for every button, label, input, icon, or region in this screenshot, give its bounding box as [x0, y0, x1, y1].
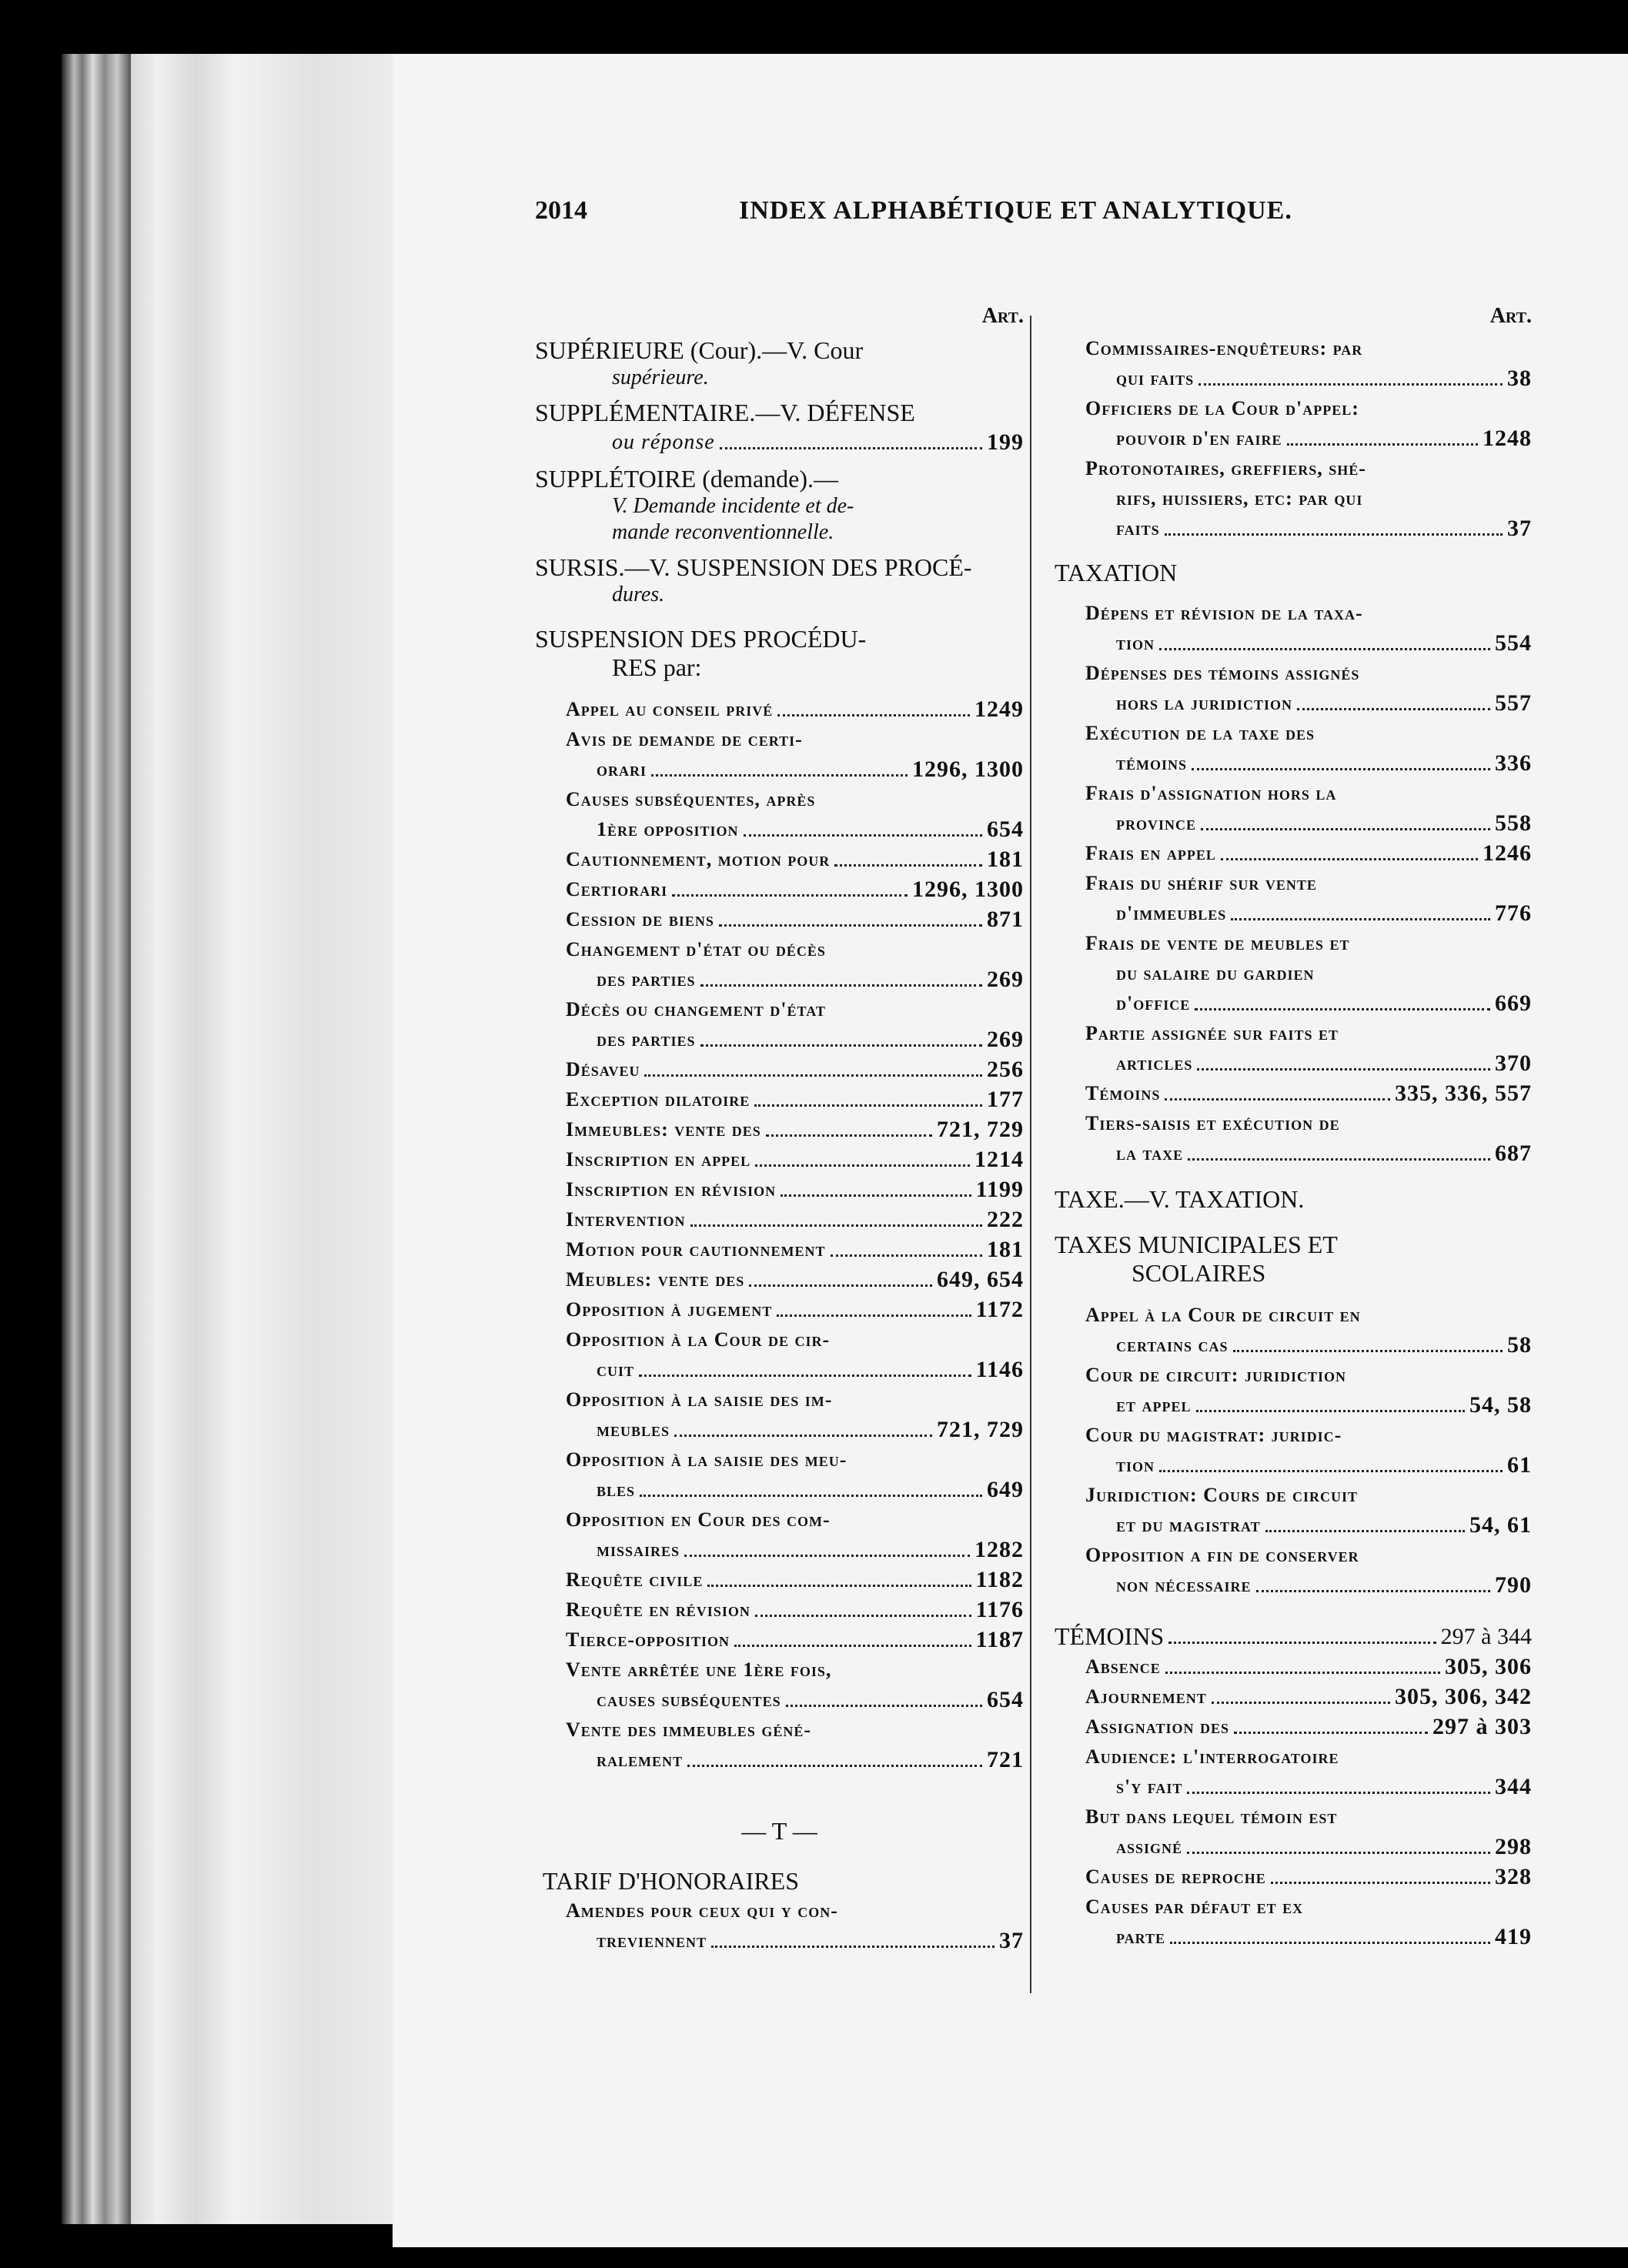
entry-page: 558 [1495, 810, 1532, 836]
entry-line: Opposition à la saisie des im- [566, 1388, 833, 1411]
leader-dots [744, 834, 982, 837]
entry-text: Motion pour cautionnement [566, 1238, 826, 1261]
leader-dots [720, 447, 982, 449]
entry-page: 1187 [975, 1627, 1024, 1652]
leader-dots [1165, 533, 1503, 536]
index-heading: SUPPLÉMENTAIRE.—V. DÉFENSE [535, 399, 915, 426]
entry-text: Assignation des [1085, 1715, 1229, 1738]
entry-text: Appel au conseil privé [566, 698, 774, 720]
index-entry [535, 1685, 1024, 1715]
entry-line: Causes subséquentes, après [566, 788, 816, 810]
leader-dots [754, 1104, 982, 1107]
entry-page: 181 [987, 1237, 1024, 1262]
heading-word: SUPÉRIEURE [535, 336, 684, 364]
leader-dots [1195, 1008, 1490, 1010]
entry-page: 1199 [975, 1177, 1024, 1202]
index-entry [1055, 423, 1532, 453]
entry-line: Exécution de la taxe des [1085, 722, 1315, 744]
entry-line: Dépens et révision de la taxa- [1085, 602, 1363, 624]
page-title: INDEX ALPHABÉTIQUE ET ANALYTIQUE. [739, 196, 1292, 225]
entry-text: pouvoir d'en faire [1116, 427, 1282, 449]
entry-text: non nécessaire [1116, 1574, 1252, 1596]
leader-dots [1201, 828, 1490, 830]
leader-dots [1165, 1098, 1390, 1101]
heading-word: TÉMOINS [1055, 1622, 1165, 1650]
leader-dots [1196, 1410, 1465, 1412]
leader-dots [755, 1615, 971, 1617]
entry-line: Opposition à la saisie des meu- [566, 1448, 847, 1471]
entry-page: 649 [987, 1477, 1024, 1502]
entry-page: 1214 [974, 1147, 1024, 1172]
entry-page: 687 [1495, 1141, 1532, 1166]
entry-page: 1182 [975, 1567, 1024, 1592]
index-entry [1055, 1832, 1532, 1862]
entry-line: Vente des immeubles géné- [566, 1719, 811, 1741]
index-entry [535, 1926, 1024, 1956]
index-entry [1055, 1048, 1532, 1078]
entry-line: Cour du magistrat: juridic- [1085, 1424, 1342, 1446]
entry-page: 1248 [1483, 426, 1532, 451]
entry-line: Protonotaires, greffiers, shé- [1085, 457, 1366, 479]
leader-dots [684, 1555, 970, 1557]
index-entry [535, 1625, 1024, 1655]
heading-continuation: V. Demande incidente et de- [612, 494, 854, 518]
entry-page: 669 [1495, 990, 1532, 1016]
entry-page: 649, 654 [937, 1267, 1024, 1292]
index-entry [1055, 1330, 1532, 1360]
leader-dots [755, 1164, 970, 1167]
heading-continuation: supérieure. [612, 366, 709, 389]
index-entry [1055, 1862, 1532, 1892]
entry-text: Ajournement [1085, 1685, 1207, 1708]
index-entry [1055, 748, 1532, 778]
entry-text: Témoins [1085, 1082, 1161, 1104]
entry-text: tion [1116, 1454, 1155, 1476]
entry-page: 328 [1495, 1864, 1532, 1889]
index-entry [535, 1475, 1024, 1505]
index-entry [1055, 1510, 1532, 1540]
index-entry [1055, 1652, 1532, 1682]
index-heading: TAXATION [1055, 559, 1178, 586]
leader-dots [1233, 1350, 1503, 1352]
entry-text: Requête civile [566, 1568, 704, 1591]
leader-dots [711, 1946, 995, 1948]
leader-dots [639, 1374, 971, 1377]
index-entry [1055, 1570, 1532, 1600]
entry-text: assigné [1116, 1835, 1183, 1858]
leader-dots [1188, 1158, 1490, 1161]
entry-page: 1249 [974, 696, 1024, 722]
heading-continuation: mande reconventionnelle. [612, 520, 834, 544]
leader-dots [1168, 1642, 1436, 1644]
index-entry [535, 1294, 1024, 1324]
entry-text: Certiorari [566, 878, 668, 900]
leader-dots [1159, 1470, 1503, 1472]
entry-text: d'immeubles [1116, 902, 1227, 924]
entry-text: et du magistrat [1116, 1514, 1261, 1536]
entry-page: 654 [987, 1687, 1024, 1712]
heading-word: RES [612, 653, 657, 681]
entry-page: 222 [987, 1207, 1024, 1232]
page-number: 2014 [535, 196, 587, 225]
entry-page: 58 [1507, 1332, 1532, 1358]
index-heading [535, 465, 1024, 493]
leader-dots [1287, 443, 1478, 446]
entry-line: Audience: l'interrogatoire [1085, 1745, 1339, 1768]
heading-word: SUPPLÉTOIRE [535, 465, 697, 493]
book-edge [62, 54, 131, 2224]
entry-line: Commissaires-enquêteurs: par [1085, 337, 1363, 359]
entry-page: 721, 729 [937, 1417, 1024, 1442]
leader-dots [1165, 1672, 1440, 1674]
entry-page: 37 [999, 1928, 1024, 1953]
entry-text: d'office [1116, 992, 1191, 1014]
index-entry [1055, 1078, 1532, 1108]
entry-text: treviennent [597, 1929, 707, 1952]
entry-text: Absence [1085, 1655, 1161, 1678]
entry-page: 269 [987, 1027, 1024, 1052]
leader-dots [1187, 1852, 1490, 1854]
entry-line: Amendes pour ceux qui y con- [566, 1899, 838, 1922]
entry-text: Inscription en appel [566, 1148, 751, 1171]
entry-text: Opposition à jugement [566, 1298, 773, 1321]
leader-dots [1231, 918, 1490, 920]
entry-page: 1246 [1483, 840, 1532, 866]
index-entry [535, 1204, 1024, 1234]
index-heading [1055, 1622, 1532, 1652]
index-heading [535, 336, 1024, 365]
index-entry [1055, 1772, 1532, 1802]
entry-text: 1ère opposition [597, 818, 739, 840]
entry-line: Opposition a fin de conserver [1085, 1544, 1359, 1566]
entry-page: 721 [987, 1747, 1024, 1772]
leader-dots [777, 1314, 971, 1317]
leader-dots [777, 714, 970, 716]
entry-line: Causes par défaut et ex [1085, 1896, 1304, 1918]
entry-line: Partie assignée sur faits et [1085, 1022, 1339, 1044]
index-entry [535, 1415, 1024, 1445]
entry-line: Dépenses des témoins assignés [1085, 662, 1360, 684]
column-divider [1030, 316, 1031, 1993]
entry-line: Décès ou changement d'état [566, 998, 826, 1020]
entry-line: Vente arrêtée une 1ère fois, [566, 1658, 832, 1681]
entry-page: 776 [1495, 900, 1532, 926]
leader-dots [1192, 768, 1490, 770]
leader-dots [834, 864, 982, 867]
entry-text: cuit [597, 1358, 635, 1381]
entry-text: missaires [597, 1538, 680, 1561]
entry-page: 336 [1495, 750, 1532, 776]
entry-page: 1172 [975, 1297, 1024, 1322]
index-entry [1055, 1712, 1532, 1742]
index-entry [1055, 988, 1532, 1018]
entry-line: Frais d'assignation hors la [1085, 782, 1337, 804]
entry-text: Intervention [566, 1208, 686, 1231]
entry-text: certains cas [1116, 1334, 1229, 1356]
entry-text: Cession de biens [566, 908, 714, 930]
entry-text: Tierce-opposition [566, 1628, 730, 1651]
entry-page: 419 [1495, 1924, 1532, 1949]
index-entry [1055, 1682, 1532, 1712]
leader-dots [1159, 648, 1490, 650]
leader-dots [690, 1224, 982, 1227]
index-entry [1055, 628, 1532, 658]
index-entry [535, 427, 1024, 457]
leader-dots [1212, 1702, 1390, 1704]
entry-text: et appel [1116, 1394, 1192, 1416]
entry-page: 37 [1507, 516, 1532, 541]
index-entry [535, 1595, 1024, 1625]
leader-dots [1197, 1068, 1490, 1071]
entry-text: bles [597, 1478, 636, 1501]
leader-dots [749, 1284, 932, 1287]
entry-text: tion [1116, 632, 1155, 654]
index-entry [1055, 513, 1532, 543]
index-heading: SURSIS.—V. SUSPENSION DES PROCÉ- [535, 553, 972, 581]
entry-text: Causes de reproche [1085, 1866, 1266, 1888]
left-column [535, 304, 1024, 1956]
entry-page: 554 [1495, 630, 1532, 656]
entry-page: 297 à 344 [1440, 1624, 1532, 1649]
entry-text: ou réponse [612, 430, 715, 454]
index-entry [1055, 1450, 1532, 1480]
right-column [1055, 304, 1532, 1952]
entry-page: 1176 [975, 1597, 1024, 1622]
entry-text: Désaveu [566, 1058, 640, 1081]
entry-text: hors la juridiction [1116, 692, 1293, 714]
entry-text: parte [1116, 1926, 1166, 1948]
entry-line: Opposition en Cour des com- [566, 1508, 831, 1531]
leader-dots [1221, 858, 1478, 860]
leader-dots [674, 1435, 932, 1437]
index-entry [535, 904, 1024, 934]
leader-dots [640, 1495, 982, 1497]
entry-text: Inscription en révision [566, 1178, 777, 1201]
art-label: Art. [981, 304, 1024, 328]
entry-line: Tiers-saisis et exécution de [1085, 1112, 1340, 1134]
index-entry [1055, 363, 1532, 393]
entry-text: témoins [1116, 752, 1188, 774]
leader-dots [651, 774, 908, 777]
entry-page: 654 [987, 817, 1024, 842]
entry-text: province [1116, 812, 1197, 834]
index-entry [535, 1054, 1024, 1084]
entry-page: 1282 [974, 1537, 1024, 1562]
entry-page: 297 à 303 [1432, 1714, 1532, 1739]
entry-page: 298 [1495, 1834, 1532, 1859]
entry-page: 370 [1495, 1050, 1532, 1076]
heading-continuation: dures. [612, 583, 665, 606]
entry-text: Immeubles: vente des [566, 1118, 761, 1141]
entry-line: rifs, huissiers, etc: par qui [1116, 487, 1363, 509]
leader-dots [781, 1194, 971, 1197]
index-entry [535, 1024, 1024, 1054]
entry-page: 177 [987, 1087, 1024, 1112]
entry-text: Cautionnement, motion pour [566, 848, 831, 870]
art-label: Art. [1489, 304, 1532, 328]
entry-page: 721, 729 [937, 1117, 1024, 1142]
index-entry [535, 1084, 1024, 1114]
leader-dots [1297, 708, 1490, 710]
leader-dots [700, 1044, 982, 1047]
leader-dots [734, 1645, 971, 1647]
entry-page: 790 [1495, 1572, 1532, 1598]
index-entry [535, 1144, 1024, 1174]
entry-page: 344 [1495, 1774, 1532, 1799]
index-entry [535, 874, 1024, 904]
entry-page: 269 [987, 967, 1024, 992]
index-heading: SUSPENSION DES PROCÉDU- [535, 625, 867, 653]
leader-dots [1271, 1882, 1490, 1884]
index-entry [535, 814, 1024, 844]
leader-dots [707, 1585, 971, 1587]
index-entry [535, 1535, 1024, 1565]
entry-page: 335, 336, 557 [1395, 1081, 1532, 1106]
entry-text: faits [1116, 517, 1160, 539]
entry-line: Opposition à la Cour de cir- [566, 1328, 831, 1351]
entry-text: Frais en appel [1085, 842, 1216, 864]
entry-text: causes subséquentes [597, 1688, 781, 1711]
entry-page: 1296, 1300 [912, 757, 1024, 782]
entry-line: Juridiction: Cours de circuit [1085, 1484, 1358, 1506]
leader-dots [644, 1074, 982, 1077]
entry-page: 557 [1495, 690, 1532, 716]
heading-tail: (Cour).—V. Cour [690, 336, 864, 364]
index-entry [535, 1234, 1024, 1264]
entry-page: 256 [987, 1057, 1024, 1082]
entry-page: 38 [1507, 366, 1532, 391]
leader-dots [1198, 383, 1503, 386]
index-entry [535, 1114, 1024, 1144]
index-heading: TAXE.—V. TAXATION. [1055, 1185, 1305, 1213]
leader-dots [766, 1134, 932, 1137]
entry-text: Meubles: vente des [566, 1268, 745, 1291]
entry-line: Changement d'état ou décès [566, 938, 826, 960]
entry-line: But dans lequel témoin est [1085, 1805, 1338, 1828]
entry-line: Officiers de la Cour d'appel: [1085, 397, 1359, 419]
entry-page: 1146 [975, 1357, 1024, 1382]
entry-page: 1296, 1300 [912, 877, 1024, 902]
index-entry [1055, 1390, 1532, 1420]
entry-page: 54, 58 [1469, 1392, 1532, 1418]
entry-text: des parties [597, 1028, 696, 1050]
index-entry [1055, 898, 1532, 928]
heading-tail: (demande).— [702, 465, 839, 493]
index-heading [535, 653, 1024, 682]
index-entry [535, 964, 1024, 994]
leader-dots [672, 894, 908, 897]
entry-page: 305, 306, 342 [1395, 1684, 1532, 1709]
index-entry [535, 1745, 1024, 1775]
index-entry [535, 1264, 1024, 1294]
entry-line: Avis de demande de certi- [566, 728, 803, 750]
entry-page: 61 [1507, 1452, 1532, 1478]
entry-text: la taxe [1116, 1142, 1184, 1164]
entry-text: ralement [597, 1749, 684, 1771]
index-entry [1055, 688, 1532, 718]
leader-dots [831, 1254, 982, 1257]
index-entry [1055, 1922, 1532, 1952]
entry-page: 871 [987, 907, 1024, 932]
index-entry [535, 844, 1024, 874]
entry-line: Appel à la Cour de circuit en [1085, 1304, 1361, 1326]
index-heading: SCOLAIRES [1132, 1259, 1266, 1287]
entry-text: Requête en révision [566, 1598, 750, 1621]
entry-text: qui faits [1116, 367, 1195, 389]
entry-line: Frais du shérif sur vente [1085, 872, 1317, 894]
leader-dots [687, 1765, 982, 1767]
index-entry [1055, 1138, 1532, 1168]
index-entry [535, 1565, 1024, 1595]
entry-text: Exception dilatoire [566, 1088, 750, 1111]
section-letter: — T — [741, 1817, 817, 1845]
entry-page: 305, 306 [1445, 1654, 1532, 1679]
leader-dots [1187, 1792, 1490, 1794]
index-entry [535, 1354, 1024, 1385]
entry-page: 54, 61 [1469, 1512, 1532, 1538]
index-entry [535, 1174, 1024, 1204]
leader-dots [786, 1705, 982, 1707]
leader-dots [1234, 1732, 1428, 1734]
index-entry [1055, 838, 1532, 868]
leader-dots [1170, 1942, 1490, 1944]
index-entry [535, 694, 1024, 724]
heading-tail: par: [663, 653, 702, 681]
leader-dots [700, 984, 982, 987]
entry-page: 199 [987, 429, 1024, 455]
entry-text: articles [1116, 1052, 1193, 1074]
entry-text: orari [597, 758, 647, 780]
entry-text: des parties [597, 968, 696, 990]
entry-text: meubles [597, 1418, 670, 1441]
index-heading: TAXES MUNICIPALES ET [1055, 1231, 1338, 1258]
index-entry [535, 754, 1024, 784]
entry-page: 181 [987, 847, 1024, 872]
leader-dots [719, 924, 982, 927]
leader-dots [1256, 1590, 1490, 1592]
leader-dots [1265, 1530, 1465, 1532]
entry-line: Cour de circuit: juridiction [1085, 1364, 1346, 1386]
book-gutter [131, 54, 393, 2224]
entry-line: du salaire du gardien [1116, 962, 1315, 984]
index-entry [1055, 808, 1532, 838]
index-heading: TARIF D'HONORAIRES [543, 1867, 799, 1895]
entry-line: Frais de vente de meubles et [1085, 932, 1350, 954]
entry-text: s'y fait [1116, 1775, 1183, 1798]
